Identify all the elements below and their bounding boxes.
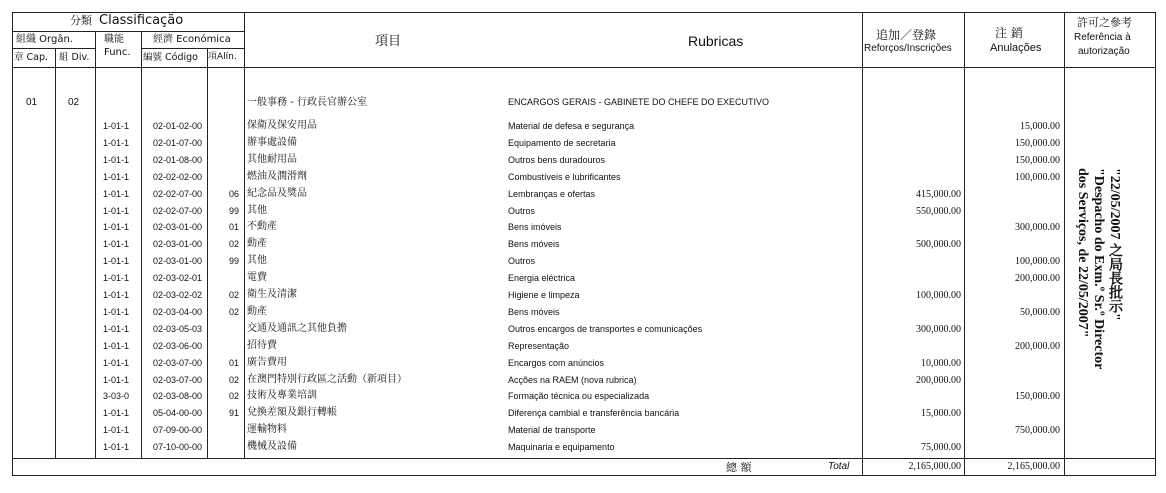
authorization-line-2: "Despacho do Exm.º Sr.º Director xyxy=(1091,168,1106,370)
row-code: 02-03-04-00 xyxy=(153,307,203,317)
row-func: 1-01-1 xyxy=(103,324,130,334)
row-anulacoes: 50,000.00 xyxy=(1020,307,1060,318)
row-func: 1-01-1 xyxy=(103,442,130,452)
row-rubrica-pt: Equipamento de secretaria xyxy=(508,138,616,148)
row-func: 1-01-1 xyxy=(103,307,130,317)
alin-header: 項Alín. xyxy=(208,52,237,62)
row-item-zh: 兌換差額及銀行轉帳 xyxy=(247,407,337,418)
row-func: 1-01-1 xyxy=(103,121,130,131)
row-code: 05-04-00-00 xyxy=(153,408,203,418)
row-rubrica-pt: Acções na RAEM (nova rubrica) xyxy=(508,375,637,385)
row-code: 02-03-05-03 xyxy=(153,324,203,334)
row-rubrica-pt: Outros xyxy=(508,206,536,216)
row-reforcos: 100,000.00 xyxy=(916,290,961,301)
row-code: 07-09-00-00 xyxy=(153,425,203,435)
ref-pt-header-1: Referência à xyxy=(1074,32,1131,43)
func-zh-header: 職能 xyxy=(104,34,124,45)
row-code: 07-10-00-00 xyxy=(153,442,203,452)
row-func: 1-01-1 xyxy=(103,189,130,199)
row-code: 02-03-07-00 xyxy=(153,358,203,368)
economica-header: 經濟 Económica xyxy=(153,34,231,45)
row-reforcos: 15,000.00 xyxy=(921,408,961,419)
row-rubrica-pt: Maquinaria e equipamento xyxy=(508,442,615,452)
row-func: 1-01-1 xyxy=(103,138,130,148)
row-alin: 02 xyxy=(229,239,240,249)
authorization-reference xyxy=(1074,168,1122,408)
total-label-pt: Total xyxy=(828,461,850,472)
row-func: 3-03-0 xyxy=(103,391,130,401)
organica-header: 組織 Orgân. xyxy=(16,34,73,45)
row-alin: 99 xyxy=(229,206,240,216)
row-code: 02-01-02-00 xyxy=(153,121,203,131)
authorization-line-1: "22/05/2007 之局長批示" xyxy=(1107,168,1122,321)
row-reforcos: 10,000.00 xyxy=(921,358,961,369)
row-code: 02-02-02-00 xyxy=(153,172,203,182)
anulacoes-zh-header: 注 銷 xyxy=(995,26,1023,40)
row-alin: 02 xyxy=(229,391,240,401)
row-rubrica-pt: Lembranças e ofertas xyxy=(508,189,596,199)
row-rubrica-pt: Energia eléctrica xyxy=(508,273,576,283)
row-anulacoes: 200,000.00 xyxy=(1015,273,1060,284)
row-rubrica-pt: Formação técnica ou especializada xyxy=(508,391,650,401)
row-rubrica-pt: Bens móveis xyxy=(508,307,560,317)
row-item-zh: 動產 xyxy=(247,306,267,317)
row-item-zh: 交通及通訊之其他負擔 xyxy=(247,323,347,334)
row-item-zh: 運輸物料 xyxy=(247,424,287,435)
row-func: 1-01-1 xyxy=(103,222,130,232)
row-func: 1-01-1 xyxy=(103,155,130,165)
cap-header: 章 Cap. xyxy=(14,52,49,63)
row-rubrica-pt: Material de defesa e segurança xyxy=(508,121,635,131)
row-item-zh: 其他耐用品 xyxy=(247,154,297,165)
row-code: 02-03-08-00 xyxy=(153,391,203,401)
func-pt-header: Func. xyxy=(104,47,131,58)
row-item-zh: 招待費 xyxy=(247,340,277,351)
row-item-zh: 廣告費用 xyxy=(247,357,287,368)
total-label-zh: 總 額 xyxy=(726,461,752,474)
row-func: 1-01-1 xyxy=(103,273,130,283)
row-rubrica-pt: Combustíveis e lubrificantes xyxy=(508,172,621,182)
row-rubrica-pt: Material de transporte xyxy=(508,425,596,435)
row-func: 1-01-1 xyxy=(103,239,130,249)
reforcos-pt-header: Reforços/Inscrições xyxy=(864,43,952,54)
row-anulacoes: 100,000.00 xyxy=(1015,256,1060,267)
row-func: 1-01-1 xyxy=(103,358,130,368)
section-name-pt: ENCARGOS GERAIS - GABINETE DO CHEFE DO EXECUTIVO xyxy=(508,97,770,107)
item-zh-header: 項目 xyxy=(375,34,402,49)
ref-pt-header-2: autorização xyxy=(1078,46,1130,57)
row-func: 1-01-1 xyxy=(103,290,130,300)
codigo-header: 編號 Código xyxy=(143,52,198,63)
row-alin: 02 xyxy=(229,307,240,317)
row-code: 02-03-02-02 xyxy=(153,290,203,300)
row-code: 02-03-01-00 xyxy=(153,239,203,249)
row-reforcos: 300,000.00 xyxy=(916,324,961,335)
row-item-zh: 保衛及保安用品 xyxy=(247,120,317,131)
row-item-zh: 辦事處設備 xyxy=(247,137,297,148)
row-alin: 99 xyxy=(229,256,240,266)
anulacoes-pt-header: Anulações xyxy=(990,42,1042,54)
row-anulacoes: 150,000.00 xyxy=(1015,391,1060,402)
row-code: 02-03-01-00 xyxy=(153,222,203,232)
row-rubrica-pt: Representação xyxy=(508,341,570,351)
classificacao-pt: Classificação xyxy=(99,13,184,28)
row-alin: 91 xyxy=(229,408,240,418)
row-func: 1-01-1 xyxy=(103,256,130,266)
row-rubrica-pt: Bens móveis xyxy=(508,239,560,249)
row-code: 02-02-07-00 xyxy=(153,206,203,216)
row-anulacoes: 150,000.00 xyxy=(1015,155,1060,166)
row-reforcos: 200,000.00 xyxy=(916,375,961,386)
total-reforcos: 2,165,000.00 xyxy=(908,461,961,472)
row-func: 1-01-1 xyxy=(103,408,130,418)
row-item-zh: 動產 xyxy=(247,238,267,249)
rubricas-header: Rubricas xyxy=(688,33,744,49)
row-item-zh: 燃油及潤滑劑 xyxy=(247,171,307,182)
row-anulacoes: 150,000.00 xyxy=(1015,138,1060,149)
row-alin: 01 xyxy=(229,222,240,232)
row-reforcos: 550,000.00 xyxy=(916,206,961,217)
row-code: 02-03-01-00 xyxy=(153,256,203,266)
row-rubrica-pt: Outros encargos de transportes e comunicações xyxy=(508,324,703,334)
row-item-zh: 機械及設備 xyxy=(247,441,297,452)
row-anulacoes: 200,000.00 xyxy=(1015,341,1060,352)
row-rubrica-pt: Encargos com anúncios xyxy=(508,358,605,368)
row-reforcos: 500,000.00 xyxy=(916,239,961,250)
row-item-zh: 技術及專業培訓 xyxy=(247,390,317,401)
row-item-zh: 衛生及清潔 xyxy=(247,289,297,300)
row-func: 1-01-1 xyxy=(103,375,130,385)
authorization-line-3: dos Serviços, de 22/05/2007" xyxy=(1075,168,1090,338)
reforcos-zh-header: 追加／登錄 xyxy=(876,28,937,42)
section-name-zh: 一般事務 - 行政長官辦公室 xyxy=(247,97,367,108)
row-code: 02-01-08-00 xyxy=(153,155,203,165)
row-anulacoes: 15,000.00 xyxy=(1020,121,1060,132)
row-item-zh: 不動產 xyxy=(247,221,277,232)
row-item-zh: 電費 xyxy=(247,272,267,283)
row-func: 1-01-1 xyxy=(103,425,130,435)
row-alin: 02 xyxy=(229,375,240,385)
div-header: 組 Div. xyxy=(59,52,90,63)
row-code: 02-03-02-01 xyxy=(153,273,203,283)
row-rubrica-pt: Outros xyxy=(508,256,536,266)
row-reforcos: 75,000.00 xyxy=(921,442,961,453)
classificacao-zh: 分類 xyxy=(70,14,92,27)
row-reforcos: 415,000.00 xyxy=(916,189,961,200)
row-rubrica-pt: Outros bens duradouros xyxy=(508,155,606,165)
row-anulacoes: 300,000.00 xyxy=(1015,222,1060,233)
row-rubrica-pt: Higiene e limpeza xyxy=(508,290,580,300)
row-item-zh: 其他 xyxy=(247,255,267,266)
row-alin: 01 xyxy=(229,358,240,368)
row-func: 1-01-1 xyxy=(103,341,130,351)
row-item-zh: 在澳門特別行政區之活動（新項目） xyxy=(247,374,407,385)
row-rubrica-pt: Diferença cambial e transferência bancária xyxy=(508,408,680,418)
ref-zh-header: 許可之參考 xyxy=(1077,16,1132,29)
row-item-zh: 其他 xyxy=(247,205,267,216)
row-func: 1-01-1 xyxy=(103,172,130,182)
section-cap: 01 xyxy=(26,97,38,108)
row-item-zh: 紀念品及獎品 xyxy=(247,188,307,199)
row-rubrica-pt: Bens imóveis xyxy=(508,222,562,232)
row-alin: 02 xyxy=(229,290,240,300)
section-div: 02 xyxy=(68,97,80,108)
row-code: 02-03-06-00 xyxy=(153,341,203,351)
row-code: 02-01-07-00 xyxy=(153,138,203,148)
row-code: 02-03-07-00 xyxy=(153,375,203,385)
row-anulacoes: 750,000.00 xyxy=(1015,425,1060,436)
row-anulacoes: 100,000.00 xyxy=(1015,172,1060,183)
row-alin: 06 xyxy=(229,189,240,199)
total-anulacoes: 2,165,000.00 xyxy=(1007,461,1060,472)
row-func: 1-01-1 xyxy=(103,206,130,216)
row-code: 02-02-07-00 xyxy=(153,189,203,199)
